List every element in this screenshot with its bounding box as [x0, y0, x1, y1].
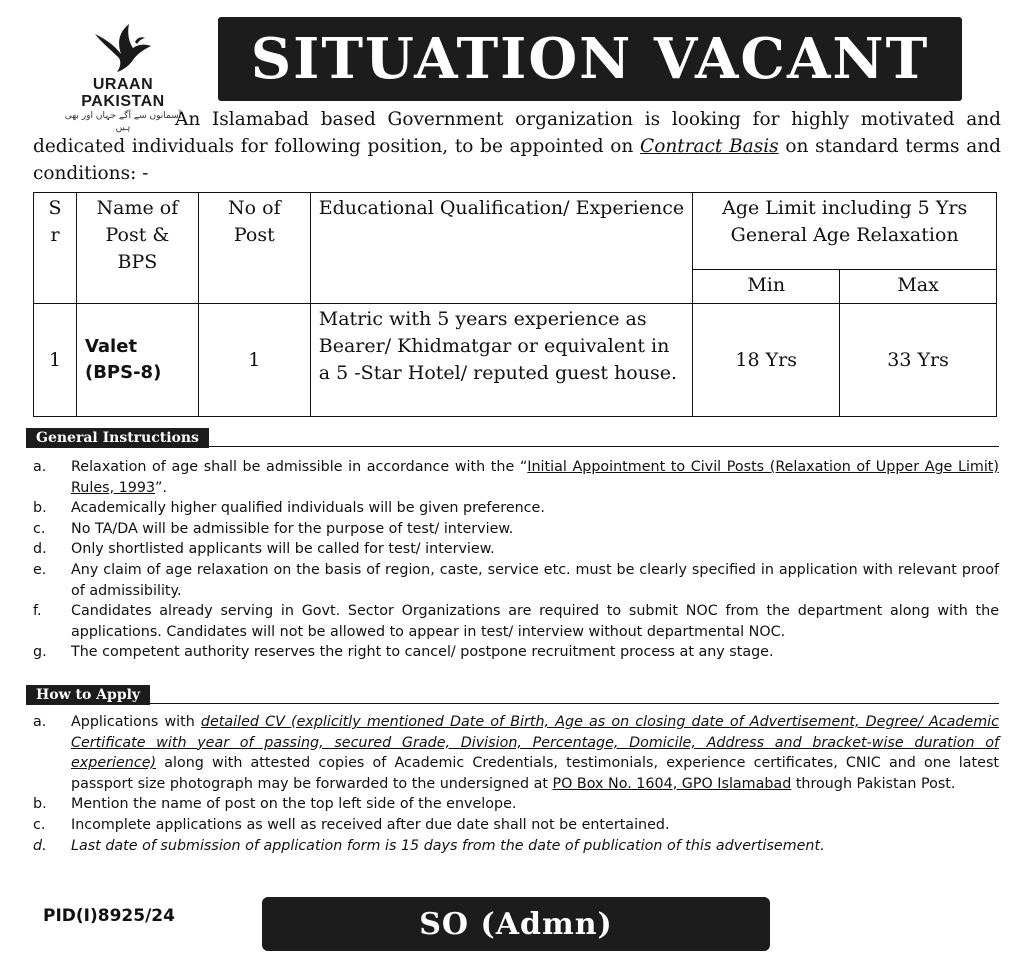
- apply-a-mid: along with attested copies of Academic Credentials, testimonials, experience certificates, CNIC and one latest passport size photograph may be forwarded to the undersigned at: [71, 755, 999, 792]
- header-qualification: Educational Qualification/ Experience: [310, 193, 693, 304]
- item-text: [71, 457, 999, 498]
- header-sr: S r: [34, 193, 77, 304]
- item-key: a.: [33, 459, 47, 475]
- positions-table: [33, 192, 997, 417]
- cell-qualification: Matric with 5 years experience as Bearer/ Khidmatgar or equivalent in a 5 -Star Hotel/ reputed guest house.: [310, 304, 693, 417]
- list-item: [33, 560, 999, 601]
- cv-requirements: detailed CV (explicitly mentioned Date of Birth, Age as on closing date of Advertisement, Degree/ Academic Certificate with year of passing, secured Grade, Division, Percentage, Domicile, Address and bracket-wise duration of experience): [71, 714, 999, 772]
- signature-block: [262, 897, 770, 951]
- item-key: c.: [33, 520, 46, 537]
- apply-a-post: through Pakistan Post.: [791, 775, 956, 792]
- intro-paragraph: [33, 106, 1001, 187]
- item-key: b.: [33, 796, 47, 813]
- signature-text: SO (Admn): [419, 906, 613, 942]
- cell-min-age: 18 Yrs: [693, 304, 840, 417]
- general-a-pre: Relaxation of age shall be admissible in accordance with the “: [71, 459, 528, 475]
- item-key: d.: [33, 541, 47, 558]
- rules-reference: Initial Appointment to Civil Posts (Relaxation of Upper Age Limit) Rules, 1993: [71, 459, 999, 496]
- item-key: d.: [33, 837, 47, 854]
- list-item: [33, 457, 999, 498]
- bird-icon: [91, 20, 155, 76]
- list-item: [33, 601, 999, 642]
- item-text: Mention the name of post on the top left side of the envelope.: [71, 796, 517, 813]
- list-item: [33, 539, 999, 560]
- pid-number: PID(I)8925/24: [43, 906, 175, 926]
- list-item: [33, 794, 999, 815]
- contract-basis: Contract Basis: [640, 136, 779, 157]
- how-to-apply-list: [33, 712, 999, 856]
- item-text: [71, 712, 999, 794]
- item-text: Incomplete applications as well as received after due date shall not be entertained.: [71, 816, 670, 833]
- apply-rule: [33, 703, 999, 704]
- general-a-post: ”.: [155, 479, 167, 496]
- table-row: [34, 304, 997, 417]
- intro-text-1: An Islamabad based Government organization is looking for highly motivated and dedicated individuals for following position, to be appointed on: [33, 109, 1001, 157]
- cell-max-age: 33 Yrs: [840, 304, 997, 417]
- post-bps: (BPS-8): [84, 362, 162, 383]
- post-name: Valet: [84, 336, 138, 357]
- intro-text-2: on standard terms and conditions: -: [33, 136, 1001, 184]
- cell-post: [76, 304, 198, 417]
- general-instructions-heading: General Instructions: [26, 428, 209, 448]
- list-item: [33, 815, 999, 836]
- item-key: e.: [33, 561, 47, 578]
- item-key: g.: [33, 644, 47, 661]
- logo-line-1: URAAN: [92, 76, 154, 93]
- header-min: Min: [693, 270, 840, 304]
- cell-sr: 1: [34, 304, 77, 417]
- cell-no-of-post: 1: [198, 304, 310, 417]
- list-item: [33, 712, 999, 794]
- item-key: f.: [33, 603, 42, 620]
- general-instructions-list: [33, 457, 999, 663]
- apply-a-pre: Applications with: [71, 714, 201, 730]
- item-text: No TA/DA will be admissible for the purpose of test/ interview.: [71, 520, 514, 537]
- header-age-limit: Age Limit including 5 Yrs General Age Relaxation: [693, 193, 997, 270]
- header-max: Max: [840, 270, 997, 304]
- table-header-row: [34, 193, 997, 270]
- item-text: Academically higher qualified individuals will be given preference.: [71, 500, 545, 517]
- item-text: Candidates already serving in Govt. Sector Organizations are required to submit NOC from the department along with the applications. Candidates will not be allowed to appear in test/ interview without departmental NOC.: [71, 603, 999, 640]
- item-key: c.: [33, 816, 46, 833]
- list-item: [33, 498, 999, 519]
- page-title: SITUATION VACANT: [250, 26, 930, 92]
- header-no-of-post: No of Post: [198, 193, 310, 304]
- logo-line-2: PAKISTAN: [81, 93, 165, 110]
- item-text: Any claim of age relaxation on the basis of region, caste, service etc. must be clearly specified in application with relevant proof of admissibility.: [71, 561, 999, 599]
- header-post: Name of Post & BPS: [76, 193, 198, 304]
- list-item: [33, 642, 999, 663]
- item-key: b.: [33, 500, 47, 517]
- postal-address: PO Box No. 1604, GPO Islamabad: [552, 775, 792, 792]
- item-key: a.: [33, 714, 47, 730]
- logo-tagline: آسمانوں سے آگے جہاں اور بھی ہیں: [64, 111, 182, 133]
- item-text: Last date of submission of application form is 15 days from the date of publication of this advertisement.: [71, 837, 825, 854]
- how-to-apply-heading: How to Apply: [26, 685, 150, 705]
- item-text: The competent authority reserves the right to cancel/ postpone recruitment process at any stage.: [71, 644, 774, 661]
- item-text: Only shortlisted applicants will be called for test/ interview.: [71, 541, 495, 558]
- title-banner: [218, 17, 962, 101]
- list-item: [33, 836, 999, 857]
- list-item: [33, 519, 999, 540]
